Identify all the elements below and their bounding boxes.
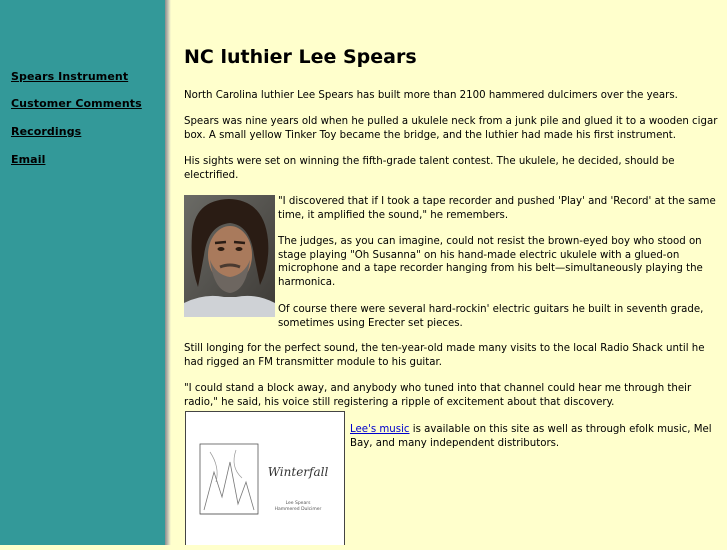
page-title: NC luthier Lee Spears xyxy=(184,46,417,68)
nav-link-customer-comments[interactable]: Customer Comments xyxy=(11,97,142,110)
paragraph-talent-contest: His sights were set on winning the fifth-grade talent contest. The ukulele, he decided, should be electrified. xyxy=(184,156,675,181)
sidebar xyxy=(0,0,165,545)
paragraph-block-away: "I could stand a block away, and anybody who tuned into that channel could hear me through their radio," he said, his voice still registering a ripple of excitement about that discovery. xyxy=(184,383,692,408)
album-title: Winterfall xyxy=(267,465,329,479)
paragraph-first-instrument: Spears was nine years old when he pulled a ukulele neck from a junk pile and glued it to a wooden cigar box. A small yellow Tinker Toy became the bridge, and the luthier had made his first instrument. xyxy=(184,116,718,141)
portrait-image xyxy=(184,195,275,317)
paragraph-music-availability xyxy=(350,423,720,450)
album-cover xyxy=(185,411,345,545)
album-artist: Lee Spears xyxy=(285,501,311,506)
lee-spears-photo xyxy=(184,195,275,317)
music-availability-text: is available on this site as well as through efolk music, Mel Bay, and many independent distributors. xyxy=(350,424,712,449)
sidebar-shadow xyxy=(165,0,171,545)
album-cover-art xyxy=(186,412,344,546)
paragraph-intro: North Carolina luthier Lee Spears has built more than 2100 hammered dulcimers over the years. xyxy=(184,90,678,101)
album-subtitle: Hammered Dulcimer xyxy=(274,507,322,512)
paragraph-tape-recorder: "I discovered that if I took a tape recorder and pushed 'Play' and 'Record' at the same time, it amplified the sound," he remembers. xyxy=(278,196,716,221)
nav-link-spears-instrument[interactable]: Spears Instrument xyxy=(11,70,129,83)
nav-link-email[interactable]: Email xyxy=(11,153,46,166)
paragraph-judges: The judges, as you can imagine, could not resist the brown-eyed boy who stood on stage playing "Oh Susanna" on his hand-made electric ukulele with a glued-on microphone and a tape recorder hanging from his belt—simultaneously playing the harmonica. xyxy=(278,236,703,289)
paragraph-electric-guitars: Of course there were several hard-rockin' electric guitars he built in seventh grade, sometimes using Erecter set pieces. xyxy=(278,304,704,329)
paragraph-radio-shack: Still longing for the perfect sound, the ten-year-old made many visits to the local Radio Shack until he had rigged an FM transmitter module to his guitar. xyxy=(184,343,705,368)
lees-music-link[interactable]: Lee's music xyxy=(350,424,410,435)
nav-link-recordings[interactable]: Recordings xyxy=(11,125,82,138)
